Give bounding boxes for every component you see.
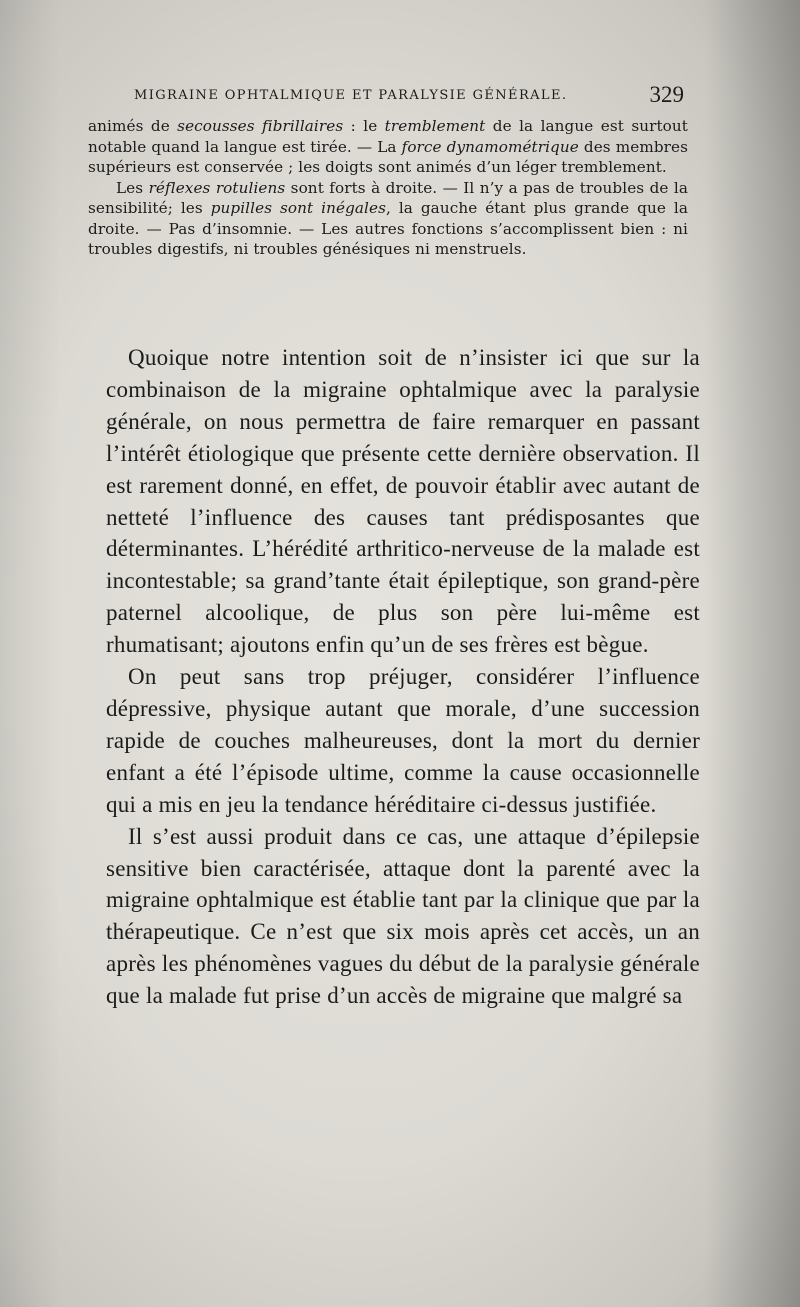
running-title: MIGRAINE OPHTALMIQUE ET PARALYSIE GÉNÉRALE. bbox=[134, 88, 568, 103]
text-run: des membres supérieurs est conservée ; les doigts sont animés d’un léger tremblement. bbox=[88, 137, 688, 176]
main-text bbox=[106, 342, 700, 1012]
italic-term: pupilles sont inégales bbox=[210, 199, 386, 217]
text-run: sont forts à droite. — Il n’y a pas de troubles de la sensibilité; les bbox=[88, 178, 688, 217]
observation-paragraph-2 bbox=[88, 178, 688, 260]
text-run: Les bbox=[116, 178, 149, 197]
italic-term: réflexes rotuliens bbox=[148, 178, 286, 197]
page-header bbox=[112, 82, 684, 108]
observation-paragraph-1 bbox=[88, 116, 688, 178]
body-paragraph-3: Il s’est aussi produit dans ce cas, une attaque d’épilepsie sensitive bien caractérisée, attaque dont la parenté avec la migraine ophtalmique est établie tant par la clinique que par la thérapeutique. Ce n’est que six mois après cet accès, un an après les phénomènes vagues du début de la paralysie générale que la malade fut prise d’un accès de migraine que malgré sa bbox=[106, 823, 700, 1009]
body-paragraph-1: Quoique notre intention soit de n’insister ici que sur la combinaison de la migraine ophtalmique avec la paralysie générale, on nous permettra de faire remarquer en passant l’intérêt étiologique que présente cette dernière observation. Il est rarement donné, en effet, de pouvoir établir avec autant de netteté l’influence des causes tant prédisposantes que déterminantes. L’hérédité arthritico-nerveuse de la malade est incontestable; sa grand’tante était épileptique, son grand-père paternel alcoolique, de plus son père lui-même est rhumatisant; ajoutons enfin qu’un de ses frères est bègue. bbox=[106, 345, 700, 658]
observation-notes bbox=[88, 116, 688, 260]
text-run: : le bbox=[343, 117, 385, 135]
page-number: 329 bbox=[649, 82, 684, 107]
italic-term: secousses fibrillaires bbox=[177, 117, 344, 135]
italic-term: force dynamométrique bbox=[401, 137, 579, 156]
page-gutter-shadow bbox=[0, 0, 60, 1307]
page-edge-shadow bbox=[705, 0, 800, 1307]
text-run: de la langue est surtout notable quand la langue est tirée. — La bbox=[88, 117, 688, 156]
text-run: animés de bbox=[88, 117, 178, 135]
body-paragraph-2: On peut sans trop préjuger, considérer l’influence dépressive, physique autant que morale, d’une succession rapide de couches malheureuses, dont la mort du dernier enfant a été l’épisode ultime, comme la cause occasionnelle qui a mis en jeu la tendance héréditaire ci-dessus justifiée. bbox=[106, 664, 700, 817]
text-run: , la gauche étant plus grande que la droite. — Pas d’insomnie. — Les autres fonctions s’accomplissent bien : ni troubles digestifs, ni troubles génésiques ni menstruels. bbox=[88, 199, 688, 258]
italic-term: tremblement bbox=[384, 117, 486, 135]
